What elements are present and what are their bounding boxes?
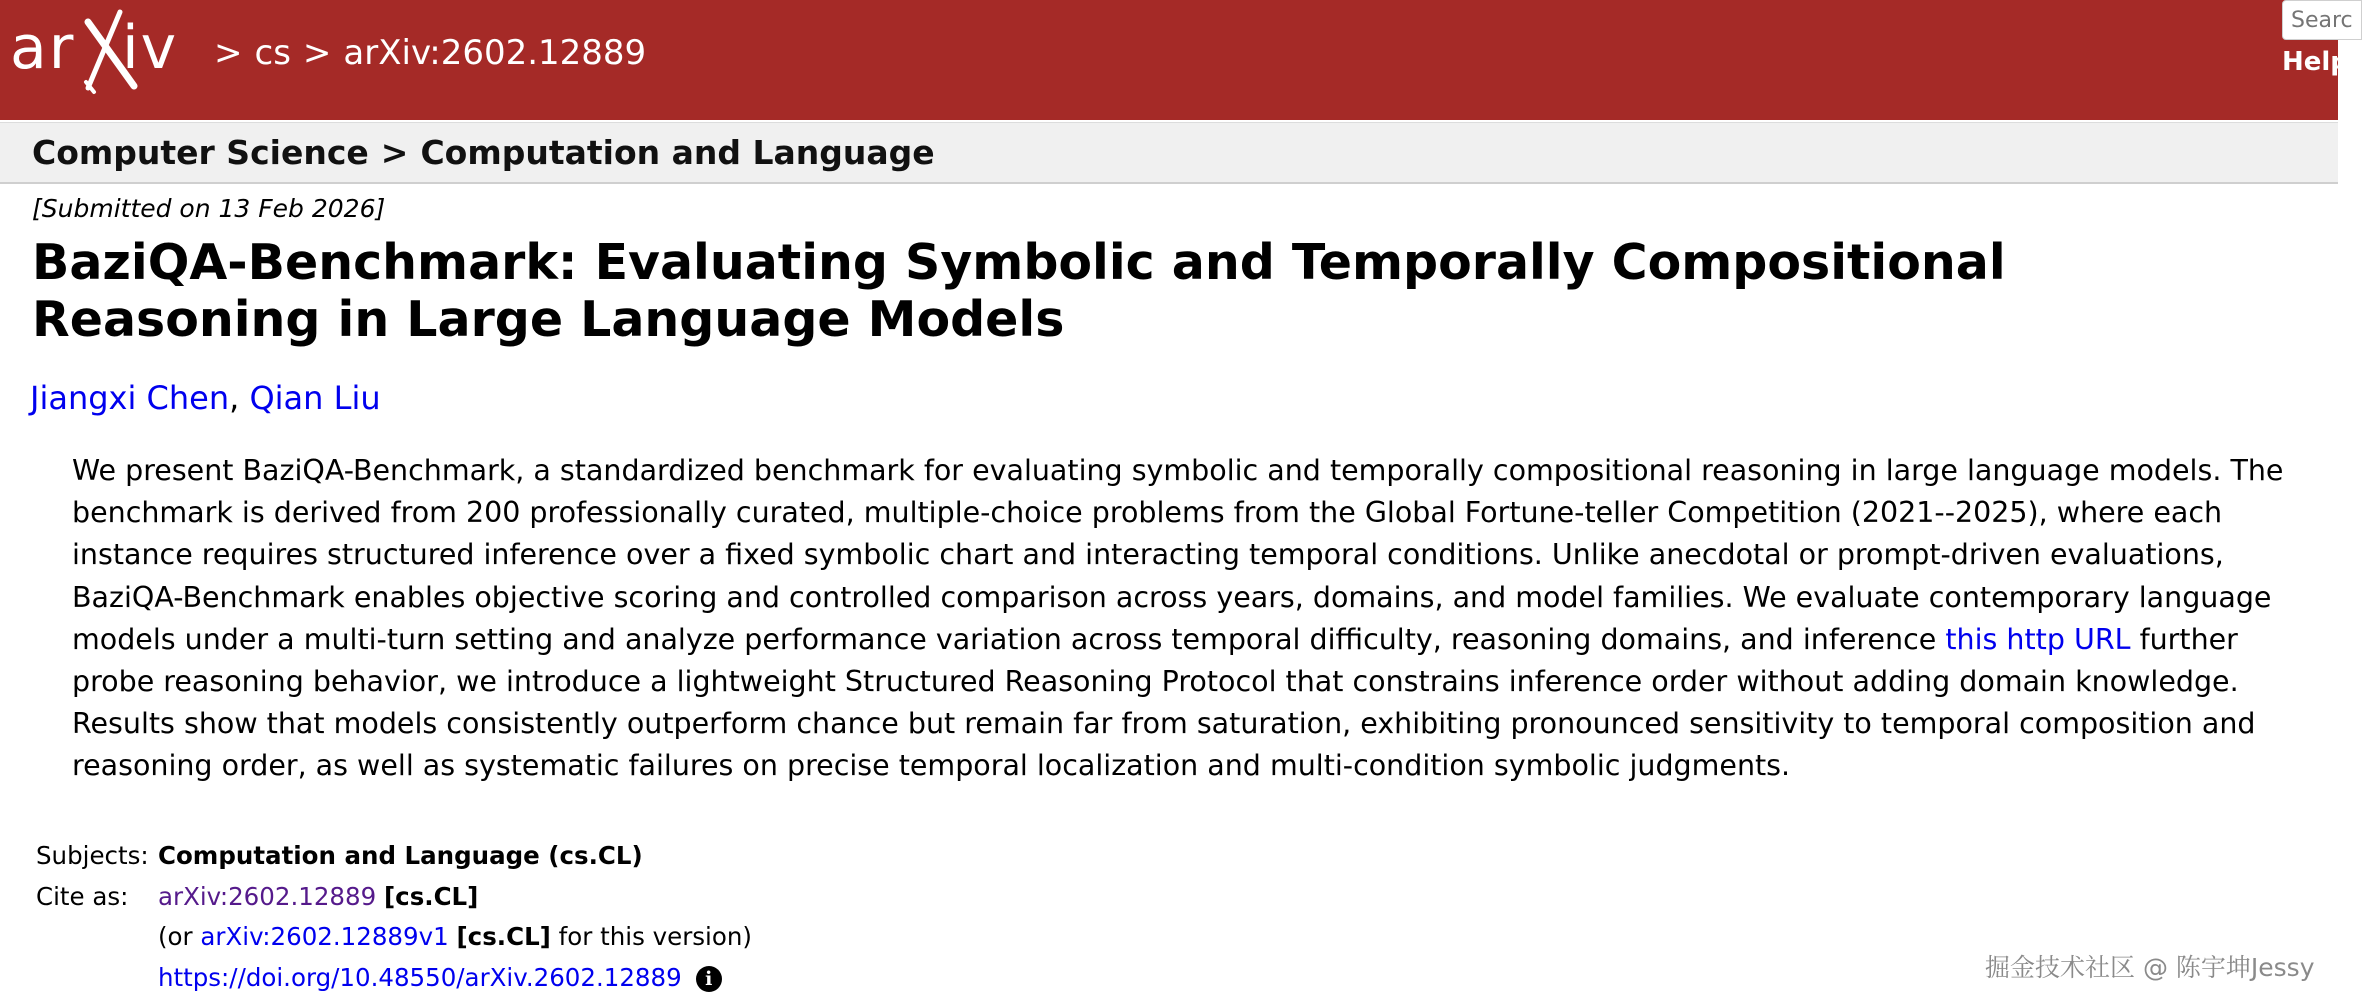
author-list: [30, 376, 381, 420]
breadcrumb: [202, 28, 646, 78]
breadcrumb-paper-id: arXiv:2602.12889: [343, 33, 647, 73]
subject-separator: >: [380, 133, 409, 172]
author-link[interactable]: Jiangxi Chen: [30, 379, 230, 417]
arxiv-logo[interactable]: [10, 8, 195, 92]
subject-bar: [0, 122, 2338, 184]
subjects-label: Subjects:: [36, 841, 149, 870]
version-suffix: for this version): [550, 922, 752, 951]
breadcrumb-separator: >: [302, 33, 332, 73]
version-tag: [cs.CL]: [456, 922, 551, 951]
subject-category: Computer Science: [32, 133, 369, 172]
subjects-value: Computation and Language (cs.CL): [158, 841, 643, 870]
submission-date: [Submitted on 13 Feb 2026]: [32, 194, 386, 223]
search-input[interactable]: [2282, 0, 2362, 40]
version-id-link[interactable]: arXiv:2602.12889v1: [200, 922, 449, 951]
abstract-text: We present BaziQA-Benchmark, a standardized benchmark for evaluating symbolic and temporally compositional reasoning in large language models. The benchmark is derived from 200 professionally curated, multiple-choice problems from the Global Fortune-teller Competition (2021--2025), where each instance requires structured inference over a fixed symbolic chart and interacting temporal conditions. Unlike anecdotal or prompt-driven evaluations, BaziQA-Benchmark enables objective scoring and controlled comparison across years, domains, and model families. We evaluate contemporary language models under a multi-turn setting and analyze performance variation across temporal difficulty, reasoning domains, and inference: [72, 454, 2284, 656]
cite-label: Cite as:: [36, 881, 129, 911]
abstract-url-link[interactable]: this http URL: [1945, 622, 2131, 656]
author-link[interactable]: Qian Liu: [249, 379, 381, 417]
breadcrumb-cs[interactable]: cs: [254, 33, 291, 73]
header-bar: [0, 0, 2349, 120]
svg-text:ar: ar: [10, 13, 76, 83]
svg-text:iv: iv: [122, 13, 179, 83]
paper-title: BaziQA-Benchmark: Evaluating Symbolic and Temporally Compositional Reasoning in Large Language Models: [32, 234, 2006, 348]
doi-link[interactable]: https://doi.org/10.48550/arXiv.2602.12889: [158, 962, 682, 992]
subject-subcategory: Computation and Language: [420, 133, 935, 172]
abstract-text: further probe reasoning behavior, we introduce a lightweight Structured Reasoning Protocol that constrains inference order without adding domain knowledge. Results show that models consistently outperform chance but remain far from saturation, exhibiting pronounced sensitivity to temporal composition and reasoning order, as well as systematic failures on precise temporal localization and multi-condition symbolic judgments.: [72, 622, 2256, 783]
subject-path: [32, 123, 935, 183]
breadcrumb-separator: >: [214, 33, 243, 73]
watermark: 掘金技术社区 @ 陈宇坤Jessy: [1985, 953, 2315, 982]
version-prefix: (or: [158, 922, 201, 951]
cite-tag: [cs.CL]: [383, 881, 479, 911]
author-separator: ,: [229, 379, 250, 417]
cite-id-link[interactable]: arXiv:2602.12889: [158, 881, 377, 911]
abstract: [72, 450, 2312, 788]
info-icon[interactable]: i: [696, 966, 722, 992]
help-link[interactable]: Help: [2282, 47, 2349, 77]
